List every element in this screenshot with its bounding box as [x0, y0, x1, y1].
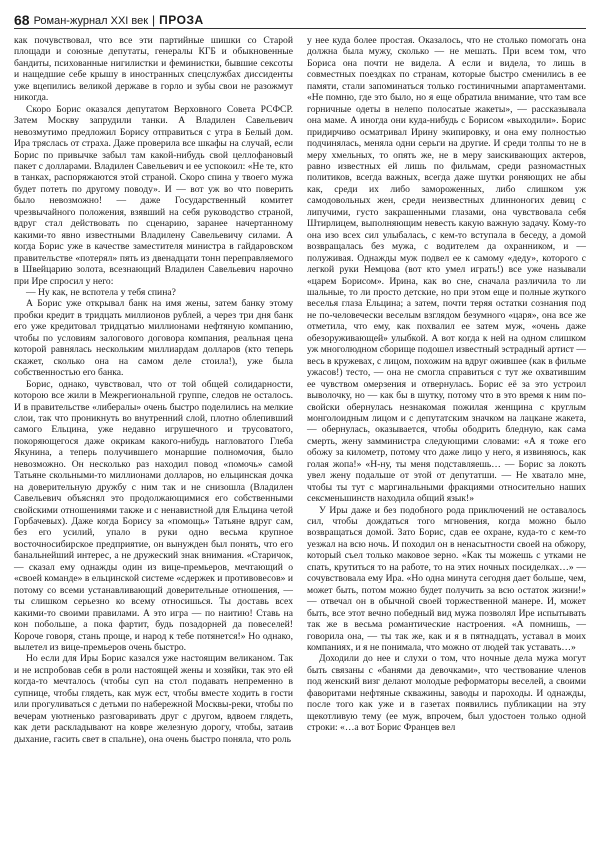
page-header [14, 8, 586, 29]
paragraph: Но если для Иры Борис казался уже настоящим великаном. Так и не испробовав себя в роли настоящей жены и хозяйки, так это ей когда-то мечталось (чтобы суп на стол подавать непременно в супнице, чтобы глядеть, как муж ест, чтобы вместе ходить в гости или прогуливаться с детьми по набережной Москвы-реки, чтобы по вечерам уютненько разговаривать друг с другом, вдвоем глядеть, как дети раскладывают на ковре железную дорогу, чтобы, затаив дыхание, гасить свет в спальне), она очень быстро поняла, что роль [14, 653, 293, 745]
header-separator: | [152, 13, 156, 27]
paragraph: Доходили до нее и слухи о том, что ночные дела мужа могут быть связаны с «банями да девочками», что чествование членов под женский визг делают молодые реформаторы веселей, а своими фаворитами нефтяные скважины, заводы и пароходы. И однажды, после того как уже и в газетах появились публикации на эту щекотливую тему (ее муж, впрочем, был удостоен только одной строки: «…а вот Борис Францев вел [307, 653, 586, 734]
text-columns [14, 35, 586, 745]
paragraph: у нее куда более простая. Оказалось, что не столько помогать она должна была мужу, сколько — не мешать. При всем том, что Бориса она почти не видела. А если и видела, то лишь в совместных поездках по странам, которые быстро сменились в ее памяти, стали запоминаться только гостиничными апартаментами. «Не помню, где это было, но я еще обратила внимание, что там все горничные одеты в нелепо полосатые жакеты», — рассказывала она маме. А иногда они куда-нибудь с Борисом «выходили». Борис придирчиво осматривал Ирину экипировку, и она ему полностью подчинялась, меняла одни серьги на другие. И среди толпы то не в меру хмельных, то опять же, не в меру заискивающих актеров, равно известных ей лишь по фильмам, среди разномастных политиков, всегда важных, всегда даже шутки роняющих не абы как, среди их либо замороженных, либо слишком уж самодовольных жен, среди неизвестных длинноногих девиц с липучими, густо закрашенными глазами, она чувствовала себя Штирлицем, выполняющим невесть какую важную задачу. Кому-то она изо всех сил улыбалась, с кем-то вступала в беседу, а домой возвращалась без мужа, с водителем да охранником, и — полуживая. Однажды муж подвел ее к самому «деду», которого с легкой руки Немцова (вот кто умел играть!) все уже называли «царем Борисом». Ирина, как во сне, сначала различила то ли шальные, то ли просто детские, но при этом еще и полные жуткого веселья глаза Ельцина; а затем, почти теряя остатки сознания под не по-человечески веселым взглядом безумного «царя», она все же отметила, что ему, как похвалил ее затем муж, «очень даже обезоруживающей» улыбкой. А вот когда к ней на одном слишком уж многолюдном сборище подошел известный эстрадный артист — весь в кружевах, с лицом, похожим на вдруг ожившее (как в фильме ужасов!) тесто, — она не смогла справиться с тут же охватившим ее чувством омерзения и отвернулась. Борис её за это устроил выволочку, но — как бы в шутку, потому что в это время к ним по-свойски обернулась незнакомая пожилая женщина с круглым монголоидным лицом и с депутатским значком на лацкане жакета, — обернулась, оказывается, чтобы ободрить бледную, как сама смерть, жену замминистра следующими словами: «А я тоже его обожу за километр, потому что даже лицо у него, я извиняюсь, как голая жопа!» «Н-ну, ты меня подставляешь… — Борис за локоть увел жену подальше от этой от депутатши. — Не хватало мне, чтобы ты тут с маргинальными фракциями относительно наших сексменьшинств находила общий язык!» [307, 35, 586, 505]
paragraph: Борис, однако, чувствовал, что от той общей солидарности, которою все жили в Межрегиональной группе, следов не осталось. И в правительстве «либералы» очень быстро поделились на мелкие слои, так что проникнуть во внутренний слой, плотно облепивший самого Ельцина, уже недавно игрушечного и трусоватого, покоряющегося даже окрикам какого-нибудь нагловатого Глеба Якунина, а теперь получившего монаршие полномочия, было невозможно. Он несколько раз находил повод «помочь» самой Татьяне скольными-то миллионами долларов, но ельцинская дочка на доверительную дружбу с ним так и не снизошла (Владилен Савельевич объяснял это продолжающимися его собственными свойскими отношениями также и с ненавистной для Ельцина четой Горбачевых). Даже когда Борису за «помощь» Татьяне вдруг сам, без его усилий, упало в руки одно весьма крупное восточносибирское предприятие, он вынужден был понять, что его банальнейший интерес, а не дружеский знак внимания. «Старичок, — сказал ему однажды один из вице-премьеров, мечтающий о «своей команде» в ельцинской системе «сдержек и противовесов» и потому со всеми устанавливающий доверительные отношения, — ты слишком серьезно ко всему относишься. Ты доставь всех какими-то своими правилами. А это игра — по наитию! Ставь на кон побольше, а пока фартит, будь позадорней да повеселей! Короче говоря, стань проще, и народ к тебе потянется!» Но однако, вылетел из вице-премьеров очень быстро. [14, 378, 293, 654]
magazine-title: Роман-журнал XXI век [33, 15, 149, 27]
paragraph: А Борис уже открывал банк на имя жены, затем банку этому пробки кредит в тридцать миллионов рублей, а через три дня банк его уже кредитовал тридцатью миллионами нефтяную компанию, чтобы по условиям залогового договора компания, реальная цена которой равнялась нескольким миллиардам долларов (кто теперь скажет, сколько она на самом деле стоила!), уже была собственностью его банка. [14, 298, 293, 379]
paragraph: У Иры даже и без подобного рода приключений не оставалось сил, чтобы дождаться того мгновения, когда можно было возвращаться домой. Зато Борис, сдав ее охране, куда-то с кем-то уезжал на всю ночь. И походил он в ненасытности своей на обжору, который съел только маковое зерно. «Как ты можешь с утками не спать, крутиться то на работе, то на этих ночных посиделках…» — сочувствовала ему Ира. «Но одна минута сегодня дает больше, чем, может быть, потом можно будет получить за всю остаток жизни!» — отвечал он в обычной своей торжественной манере. И, может быть, все этот вечно победный вид мужа позволял Ире испытывать так же в весьма романтические настроения. «А помнишь, — говорила она, — ты так же, как и я в пятнадцать, уставал в моих компаниях, и я не понимала, что можно от людей так уставать…» [307, 504, 586, 654]
paragraph: как почувствовал, что все эти партийные шишки со Старой площади и союзные депутаты, генералы КГБ и обыкновенные бандиты, психованные нигилистки и феминистки, бывшие сексоты и нащедшие себе крышу в иностранных спецслужбах диссиденты уже вцепились великой державе в горло и зубы свои не разожмут никогда. [14, 35, 293, 104]
paragraph: — Ну как, не вспотела у тебя спина? [26, 286, 176, 298]
paragraph: Скоро Борис оказался депутатом Верховного Совета РСФСР. Затем Москву запрудили танки. А Владилен Савельевич невозмутимо предложил Борису отправиться с утра в Белый дом. Ира тряслась от страха. Даже проверила все шкафы на случай, если Борис по привычке забыл там какой-нибудь свой целлофановый пакет с долларами. Владилен Савельевич и ее успокоил: «Не те, кто в танках, распоряжаются этой страной. Скоро спина у твоего мужа будет потеть по другому поводу». И — вот уж во что поверить было невозможно! — даже Государственный комитет чрезвычайного положения, взявший на себя руководство страной, вдруг стал действовать по сценарию, заранее начертанному какими-то явно известными Владилену Савельевичу силами. А когда Борис уже в качестве заместителя министра в гайдаровском правительстве «потерял» пять из двенадцати тонн переправляемого в Швейцарию золота, всезнающий Владилен Савельевич нарочно при Ире спросил у него: [14, 103, 293, 287]
left-column [14, 35, 293, 745]
right-column [307, 35, 586, 745]
section-title: ПРОЗА [159, 13, 204, 27]
page-number: 68 [14, 12, 30, 28]
